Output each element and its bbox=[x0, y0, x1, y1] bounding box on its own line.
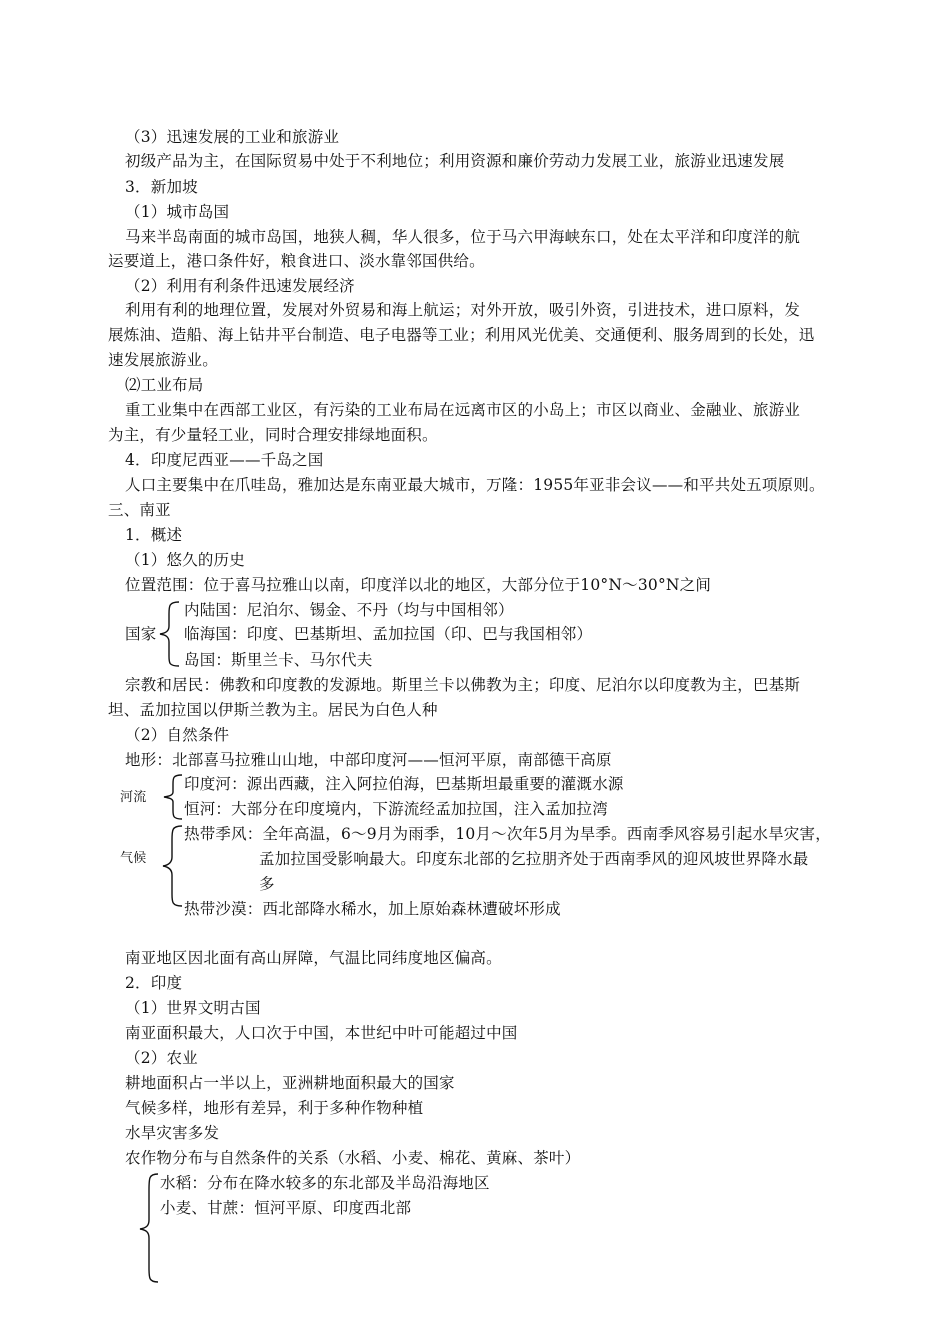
crop-brace bbox=[138, 1172, 162, 1284]
paragraph-line: 展炼油、造船、海上钻井平台制造、电子电器等工业；利用风光优美、交通便利、服务周到的长处，迅 bbox=[108, 326, 815, 344]
river-item: 恒河：大部分在印度境内，下游流经孟加拉国，注入孟加拉湾 bbox=[184, 800, 608, 818]
river-item: 印度河：源出西藏，注入阿拉伯海，巴基斯坦最重要的灌溉水源 bbox=[184, 775, 624, 793]
paragraph-line: 速发展旅游业。 bbox=[108, 351, 218, 369]
paragraph-line: 人口主要集中在爪哇岛，雅加达是东南亚最大城市，万隆：1955年亚非会议——和平共处五项原则。 bbox=[125, 476, 825, 494]
paragraph-line: 宗教和居民：佛教和印度教的发源地。斯里兰卡以佛教为主；印度、尼泊尔以印度教为主，巴基斯 bbox=[125, 676, 801, 694]
country-item: 内陆国：尼泊尔、锡金、不丹（均与中国相邻） bbox=[184, 601, 514, 619]
heading-natural: （2）自然条件 bbox=[125, 726, 230, 744]
heading-economy: （2）利用有利条件迅速发展经济 bbox=[125, 277, 355, 295]
paragraph-line: 南亚面积最大，人口次于中国，本世纪中叶可能超过中国 bbox=[125, 1024, 518, 1042]
country-brace bbox=[157, 600, 181, 668]
climate-item: 孟加拉国受影响最大。印度东北部的乞拉朋齐处于西南季风的迎风坡世界降水最 bbox=[259, 850, 809, 868]
climate-item: 热带季风：全年高温，6～9月为雨季，10月～次年5月为旱季。西南季风容易引起水旱灾害， bbox=[184, 825, 831, 843]
climate-label: 气候 bbox=[120, 851, 147, 866]
river-brace bbox=[160, 773, 184, 821]
crop-item: 小麦、甘蔗：恒河平原、印度西北部 bbox=[160, 1199, 412, 1217]
heading-civilization: （1）世界文明古国 bbox=[125, 999, 261, 1017]
heading-industry-layout: ⑵工业布局 bbox=[125, 376, 204, 394]
crop-item: 水稻：分布在降水较多的东北部及半岛沿海地区 bbox=[160, 1174, 490, 1192]
paragraph-line: 农作物分布与自然条件的关系（水稻、小麦、棉花、黄麻、茶叶） bbox=[125, 1149, 581, 1167]
paragraph-line: 初级产品为主，在国际贸易中处于不利地位；利用资源和廉价劳动力发展工业，旅游业迅速发展 bbox=[125, 152, 785, 170]
paragraph-line: 坦、孟加拉国以伊斯兰教为主。居民为白色人种 bbox=[108, 701, 438, 719]
heading-city-island: （1）城市岛国 bbox=[125, 203, 230, 221]
paragraph-line: 耕地面积占一半以上，亚洲耕地面积最大的国家 bbox=[125, 1074, 455, 1092]
paragraph-line: 马来半岛南面的城市岛国，地狭人稠，华人很多，位于马六甲海峡东口，处在太平洋和印度洋的航 bbox=[125, 228, 801, 246]
country-item: 临海国：印度、巴基斯坦、孟加拉国（印、巴与我国相邻） bbox=[184, 625, 593, 643]
river-label: 河流 bbox=[120, 790, 147, 805]
paragraph-line: 为主，有少量轻工业，同时合理安排绿地面积。 bbox=[108, 426, 438, 444]
heading-industry-tourism: （3）迅速发展的工业和旅游业 bbox=[125, 128, 340, 146]
paragraph-line: 运要道上，港口条件好，粮食进口、淡水靠邻国供给。 bbox=[108, 252, 485, 270]
country-label: 国家 bbox=[125, 625, 157, 643]
heading-overview: 1．概述 bbox=[125, 526, 183, 544]
paragraph-line: 水旱灾害多发 bbox=[125, 1124, 220, 1142]
heading-singapore: 3．新加坡 bbox=[125, 178, 198, 196]
country-item: 岛国：斯里兰卡、马尔代夫 bbox=[184, 651, 373, 669]
paragraph-line: 位置范围：位于喜马拉雅山以南，印度洋以北的地区，大部分位于10°N～30°N之间 bbox=[125, 576, 712, 594]
heading-history: （1）悠久的历史 bbox=[125, 551, 245, 569]
heading-agriculture: （2）农业 bbox=[125, 1049, 198, 1067]
paragraph-line: 地形：北部喜马拉雅山山地，中部印度河——恒河平原，南部德干高原 bbox=[125, 751, 612, 769]
paragraph-line: 重工业集中在西部工业区，有污染的工业布局在远离市区的小岛上；市区以商业、金融业、旅游业 bbox=[125, 401, 801, 419]
paragraph-line: 利用有利的地理位置，发展对外贸易和海上航运；对外开放，吸引外资，引进技术，进口原料，发 bbox=[125, 301, 801, 319]
paragraph-line: 气候多样，地形有差异，利于多种作物种植 bbox=[125, 1099, 424, 1117]
heading-india: 2．印度 bbox=[125, 974, 183, 992]
climate-item: 热带沙漠：西北部降水稀水，加上原始森林遭破坏形成 bbox=[184, 900, 561, 918]
heading-south-asia: 三、南亚 bbox=[108, 501, 171, 519]
climate-item: 多 bbox=[259, 875, 275, 893]
paragraph-line: 南亚地区因北面有高山屏障，气温比同纬度地区偏高。 bbox=[125, 949, 502, 967]
climate-brace bbox=[160, 824, 184, 908]
heading-indonesia: 4．印度尼西亚——千岛之国 bbox=[125, 451, 324, 469]
